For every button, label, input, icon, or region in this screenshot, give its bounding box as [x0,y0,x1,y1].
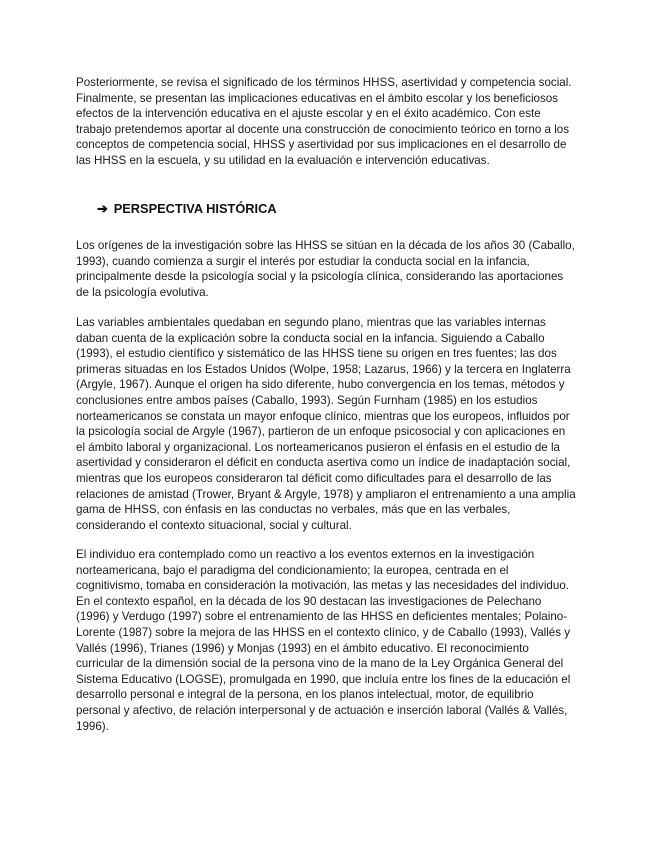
individual-paragraph: El individuo era contemplado como un reactivo a los eventos externos en la investigación norteamericana, bajo el paradigma del condicionamiento; la europea, centrada en el cognitivismo, tomaba en consideración la motivación, las metas y las necesidades del individuo. En el contexto español, en la década de los 90 destacan las investigaciones de Pelechano (1996) y Verdugo (1997) sobre el entrenamiento de las HHSS en deficientes mentales; Polaino-Lorente (1987) sobre la mejora de las HHSS en el contexto clínico, y de Caballo (1993), Vallés y Vallés (1996), Trianes (1996) y Monjas (1993) en el ámbito educativo. El reconocimiento curricular de la dimensión social de la persona vino de la mano de la Ley Orgánica General del Sistema Educativo (LOGSE), promulgada en 1990, que incluía entre los fines de la educación el desarrollo personal e integral de la persona, en los planos intelectual, motor, de equilibrio personal y afectivo, de relación interpersonal y de actuación e inserción laboral (Vallés & Vallés, 1996). [76,548,571,733]
right-arrow-icon: ➔ [97,201,108,216]
section-heading [97,201,277,217]
variables-paragraph: Las variables ambientales quedaban en segundo plano, mientras que las variables internas daban cuenta de la explicación sobre la conducta social en la infancia. Siguiendo a Caballo (1993), el estudio científico y sistemático de las HHSS tiene su origen en tres fuentes; las dos primeras situadas en los Estados Unidos (Wolpe, 1958; Lazarus, 1966) y la tercera en Inglaterra (Argyle, 1967). Aunque el origen ha sido diferente, hubo convergencia en los temas, métodos y conclusiones entre ambos países (Caballo, 1993). Según Furnham (1985) en los estudios norteamericanos se constata un mayor enfoque clínico, mientras que los europeos, influidos por la psicología social de Argyle (1967), partieron de un enfoque psicosocial y con aplicaciones en el ámbito laboral y organizacional. Los norteamericanos pusieron el énfasis en el estudio de la asertividad y consideraron el déficit en conducta asertiva como un índice de inadaptación social, mientras que los europeos consideraron tal déficit como dificultades para el desarrollo de las relaciones de amistad (Trower, Bryant & Argyle, 1978) y ampliaron el entrenamiento a una amplia gama de HHSS, con énfasis en las conductas no verbales, más que en las verbales, considerando el contexto situacional, social y cultural. [76,316,576,532]
origins-paragraph: Los orígenes de la investigación sobre las HHSS se sitúan en la década de los años 30 (Caballo, 1993), cuando comienza a surgir el interés por estudiar la conducta social en la infancia, principalmente desde la psicología social y la psicología clínica, considerando las aportaciones de la psicología evolutiva. [76,239,575,299]
intro-paragraph: Posteriormente, se revisa el significado de los términos HHSS, asertividad y competencia social. Finalmente, se presentan las implicaciones educativas en el ámbito escolar y los beneficiosos efectos de la intervención educativa en el ajuste escolar y en el éxito académico. Con este trabajo pretendemos aportar al docente una construcción de conocimiento teórico en torno a los conceptos de competencia social, HHSS y asertividad por sus implicaciones en el desarrollo de las HHSS en la escuela, y su utilidad en la evaluación e intervención educativas. [76,76,572,167]
section-heading-title: PERSPECTIVA HISTÓRICA [113,201,277,216]
